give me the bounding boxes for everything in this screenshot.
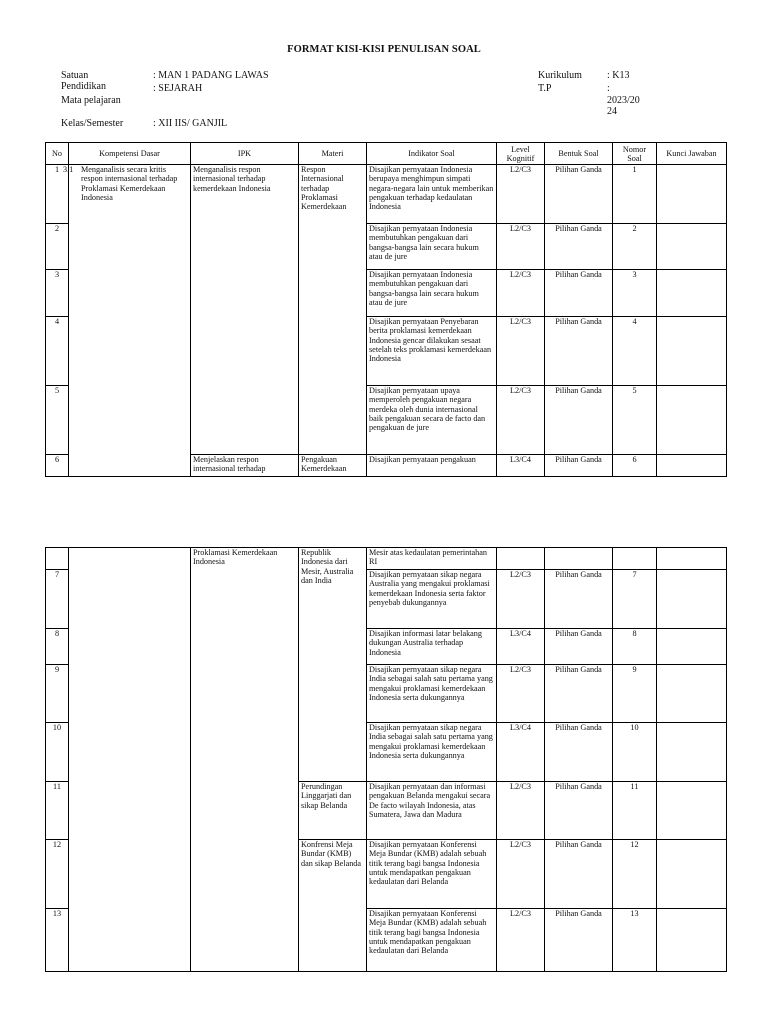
bentuk-cell <box>545 548 613 570</box>
row-no: 9 <box>46 665 69 723</box>
materi-cell: Respon Internasional terhadap Proklamasi Kemerdekaan <box>299 165 367 455</box>
bentuk-cell: Pilihan Ganda <box>545 270 613 317</box>
bentuk-cell: Pilihan Ganda <box>545 840 613 909</box>
level-cell: L3/C4 <box>497 723 545 782</box>
nomor-cell: 2 <box>613 224 657 270</box>
indikator-cell: Disajikan pernyataan Indonesia membutuhkan pengakuan dari bangsa-bangsa lain secara hukum atau de jure <box>367 270 497 317</box>
kunci-cell <box>657 270 727 317</box>
nomor-cell: 8 <box>613 629 657 665</box>
level-cell: L3/C4 <box>497 455 545 477</box>
bentuk-cell: Pilihan Ganda <box>545 317 613 386</box>
bentuk-cell: Pilihan Ganda <box>545 782 613 840</box>
kunci-cell <box>657 386 727 455</box>
col-header-ipk: IPK <box>191 143 299 165</box>
row-no: 13 <box>46 909 69 972</box>
value-mata-pelajaran: : SEJARAH <box>153 83 203 94</box>
row-no: 5 <box>46 386 69 455</box>
materi-cell: Perundingan Linggarjati dan sikap Belanda <box>299 782 367 840</box>
indikator-cell: Disajikan pernyataan Indonesia membutuhkan pengakuan dari bangsa-bangsa lain secara hukum atau de jure <box>367 224 497 270</box>
materi-cell: Republik Indonesia dari Mesir, Australia dan India <box>299 548 367 782</box>
row-no <box>46 548 69 570</box>
kunci-cell <box>657 455 727 477</box>
row-no: 12 <box>46 840 69 909</box>
kunci-cell <box>657 840 727 909</box>
level-cell: L2/C3 <box>497 909 545 972</box>
indikator-cell: Disajikan pernyataan pengakuan <box>367 455 497 477</box>
table-row <box>46 548 727 570</box>
nomor-cell: 4 <box>613 317 657 386</box>
indikator-cell: Disajikan informasi latar belakang dukungan Australia terhadap Indonesia <box>367 629 497 665</box>
indikator-cell: Disajikan pernyataan Konferensi Meja Bundar (KMB) adalah sebuah titik terang bagi bangsa Indonesia untuk mendapatkan pengakuan kedaulatan dari Belanda <box>367 909 497 972</box>
ipk-cell: Menganalisis respon internasional terhadap kemerdekaan Indonesia <box>191 165 299 455</box>
indikator-cell: Disajikan pernyataan sikap negara India sebagai salah satu pertama yang mengakui proklamasi kemerdekaan Indonesia serta dukungannya <box>367 665 497 723</box>
level-cell: L2/C3 <box>497 317 545 386</box>
kunci-cell <box>657 548 727 570</box>
indikator-cell: Disajikan pernyataan Konferensi Meja Bundar (KMB) adalah sebuah titik terang bagi bangsa Indonesia untuk mendapatkan pengakuan kedaulatan dari Belanda <box>367 840 497 909</box>
bentuk-cell: Pilihan Ganda <box>545 629 613 665</box>
col-header-nomor-soal: Nomor Soal <box>613 143 657 165</box>
nomor-cell: 6 <box>613 455 657 477</box>
level-cell <box>497 548 545 570</box>
row-no: 11 <box>46 782 69 840</box>
nomor-cell: 10 <box>613 723 657 782</box>
label-tp: T.P <box>538 83 552 94</box>
nomor-cell: 7 <box>613 570 657 629</box>
value-satuan: : MAN 1 PADANG LAWAS <box>153 70 269 81</box>
level-cell: L2/C3 <box>497 840 545 909</box>
kunci-cell <box>657 909 727 972</box>
label-satuan: Satuan <box>61 70 89 81</box>
col-header-indikator-soal: Indikator Soal <box>367 143 497 165</box>
indikator-cell: Disajikan pernyataan Indonesia berupaya menghimpun simpati negara-negara lain untuk memberikan pengakuan terhadap kedaulatan Indonesia <box>367 165 497 224</box>
indikator-cell: Disajikan pernyataan Penyebaran berita proklamasi kemerdekaan Indonesia gencar dilakukan sesaat setelah teks proklamasi kemerdekaan Indonesia <box>367 317 497 386</box>
level-cell: L2/C3 <box>497 270 545 317</box>
kd-number: 3.1 <box>63 165 74 174</box>
label-mata-pelajaran: Mata pelajaran <box>61 95 121 106</box>
value-tp-line1: 2023/20 <box>607 95 640 106</box>
level-cell: L2/C3 <box>497 782 545 840</box>
kisi-kisi-table-page1 <box>45 142 727 477</box>
kunci-cell <box>657 665 727 723</box>
bentuk-cell: Pilihan Ganda <box>545 909 613 972</box>
col-header-no: No <box>46 143 69 165</box>
row-no: 6 <box>46 455 69 477</box>
row-no: 3 <box>46 270 69 317</box>
nomor-cell: 13 <box>613 909 657 972</box>
document-title: FORMAT KISI-KISI PENULISAN SOAL <box>287 44 481 55</box>
row-no: 10 <box>46 723 69 782</box>
table-row <box>46 165 727 224</box>
row-no: 4 <box>46 317 69 386</box>
col-header-materi: Materi <box>299 143 367 165</box>
col-header-level-kognitif: Level Kognitif <box>497 143 545 165</box>
bentuk-cell: Pilihan Ganda <box>545 723 613 782</box>
level-cell: L2/C3 <box>497 665 545 723</box>
label-pendidikan: Pendidikan <box>61 81 106 92</box>
tp-colon: : <box>607 83 610 94</box>
value-kelas-semester: : XII IIS/ GANJIL <box>153 118 228 129</box>
bentuk-cell: Pilihan Ganda <box>545 455 613 477</box>
nomor-cell: 3 <box>613 270 657 317</box>
ipk-cell: Proklamasi Kemerdekaan Indonesia <box>191 548 299 972</box>
row-no: 7 <box>46 570 69 629</box>
row-no: 1 <box>46 165 69 224</box>
kunci-cell <box>657 723 727 782</box>
kunci-cell <box>657 629 727 665</box>
col-header-kompetensi-dasar: Kompetensi Dasar <box>69 143 191 165</box>
indikator-cell: Disajikan pernyataan sikap negara Australia yang mengakui proklamasi kemerdekaan Indonesia serta faktor penyebab dukungannya <box>367 570 497 629</box>
indikator-cell: Disajikan pernyataan sikap negara India sebagai salah satu pertama yang mengakui proklamasi kemerdekaan Indonesia serta dukungannya <box>367 723 497 782</box>
nomor-cell <box>613 548 657 570</box>
materi-cell: Konfrensi Meja Bundar (KMB) dan sikap Belanda <box>299 840 367 972</box>
label-kelas-semester: Kelas/Semester <box>61 118 124 129</box>
value-kurikulum: : K13 <box>607 70 630 81</box>
materi-cell: Pengakuan Kemerdekaan <box>299 455 367 477</box>
bentuk-cell: Pilihan Ganda <box>545 165 613 224</box>
level-cell: L2/C3 <box>497 224 545 270</box>
row-no: 8 <box>46 629 69 665</box>
level-cell: L2/C3 <box>497 165 545 224</box>
label-kurikulum: Kurikulum <box>538 70 582 81</box>
bentuk-cell: Pilihan Ganda <box>545 386 613 455</box>
kunci-cell <box>657 570 727 629</box>
bentuk-cell: Pilihan Ganda <box>545 224 613 270</box>
kompetensi-dasar-cell <box>69 548 191 972</box>
kompetensi-dasar-cell <box>63 165 191 477</box>
nomor-cell: 5 <box>613 386 657 455</box>
level-cell: L3/C4 <box>497 629 545 665</box>
kunci-cell <box>657 782 727 840</box>
nomor-cell: 12 <box>613 840 657 909</box>
col-header-bentuk-soal: Bentuk Soal <box>545 143 613 165</box>
bentuk-cell: Pilihan Ganda <box>545 570 613 629</box>
level-cell: L2/C3 <box>497 570 545 629</box>
kunci-cell <box>657 224 727 270</box>
kd-text: Menganalisis secara kritis respon internasional terhadap Proklamasi Kemerdekaan Indonesia <box>81 165 178 202</box>
indikator-cell: Mesir atas kedaulatan pemerintahan RI <box>367 548 497 570</box>
value-tp-line2: 24 <box>607 106 617 117</box>
bentuk-cell: Pilihan Ganda <box>545 665 613 723</box>
kisi-kisi-table-page2 <box>45 547 727 972</box>
nomor-cell: 1 <box>613 165 657 224</box>
indikator-cell: Disajikan pernyataan upaya memperoleh pengakuan negara merdeka oleh dunia internasional baik pengakuan secara de facto dan pengakuan de jure <box>367 386 497 455</box>
col-header-kunci-jawaban: Kunci Jawaban <box>657 143 727 165</box>
kunci-cell <box>657 165 727 224</box>
row-no: 2 <box>46 224 69 270</box>
indikator-cell: Disajikan pernyataan dan informasi pengakuan Belanda mengakui secara De facto wilayah Indonesia, atas Sumatera, Jawa dan Madura <box>367 782 497 840</box>
nomor-cell: 11 <box>613 782 657 840</box>
level-cell: L2/C3 <box>497 386 545 455</box>
nomor-cell: 9 <box>613 665 657 723</box>
kunci-cell <box>657 317 727 386</box>
table-header-row <box>46 143 727 165</box>
ipk-cell: Menjelaskan respon internasional terhadap <box>191 455 299 477</box>
